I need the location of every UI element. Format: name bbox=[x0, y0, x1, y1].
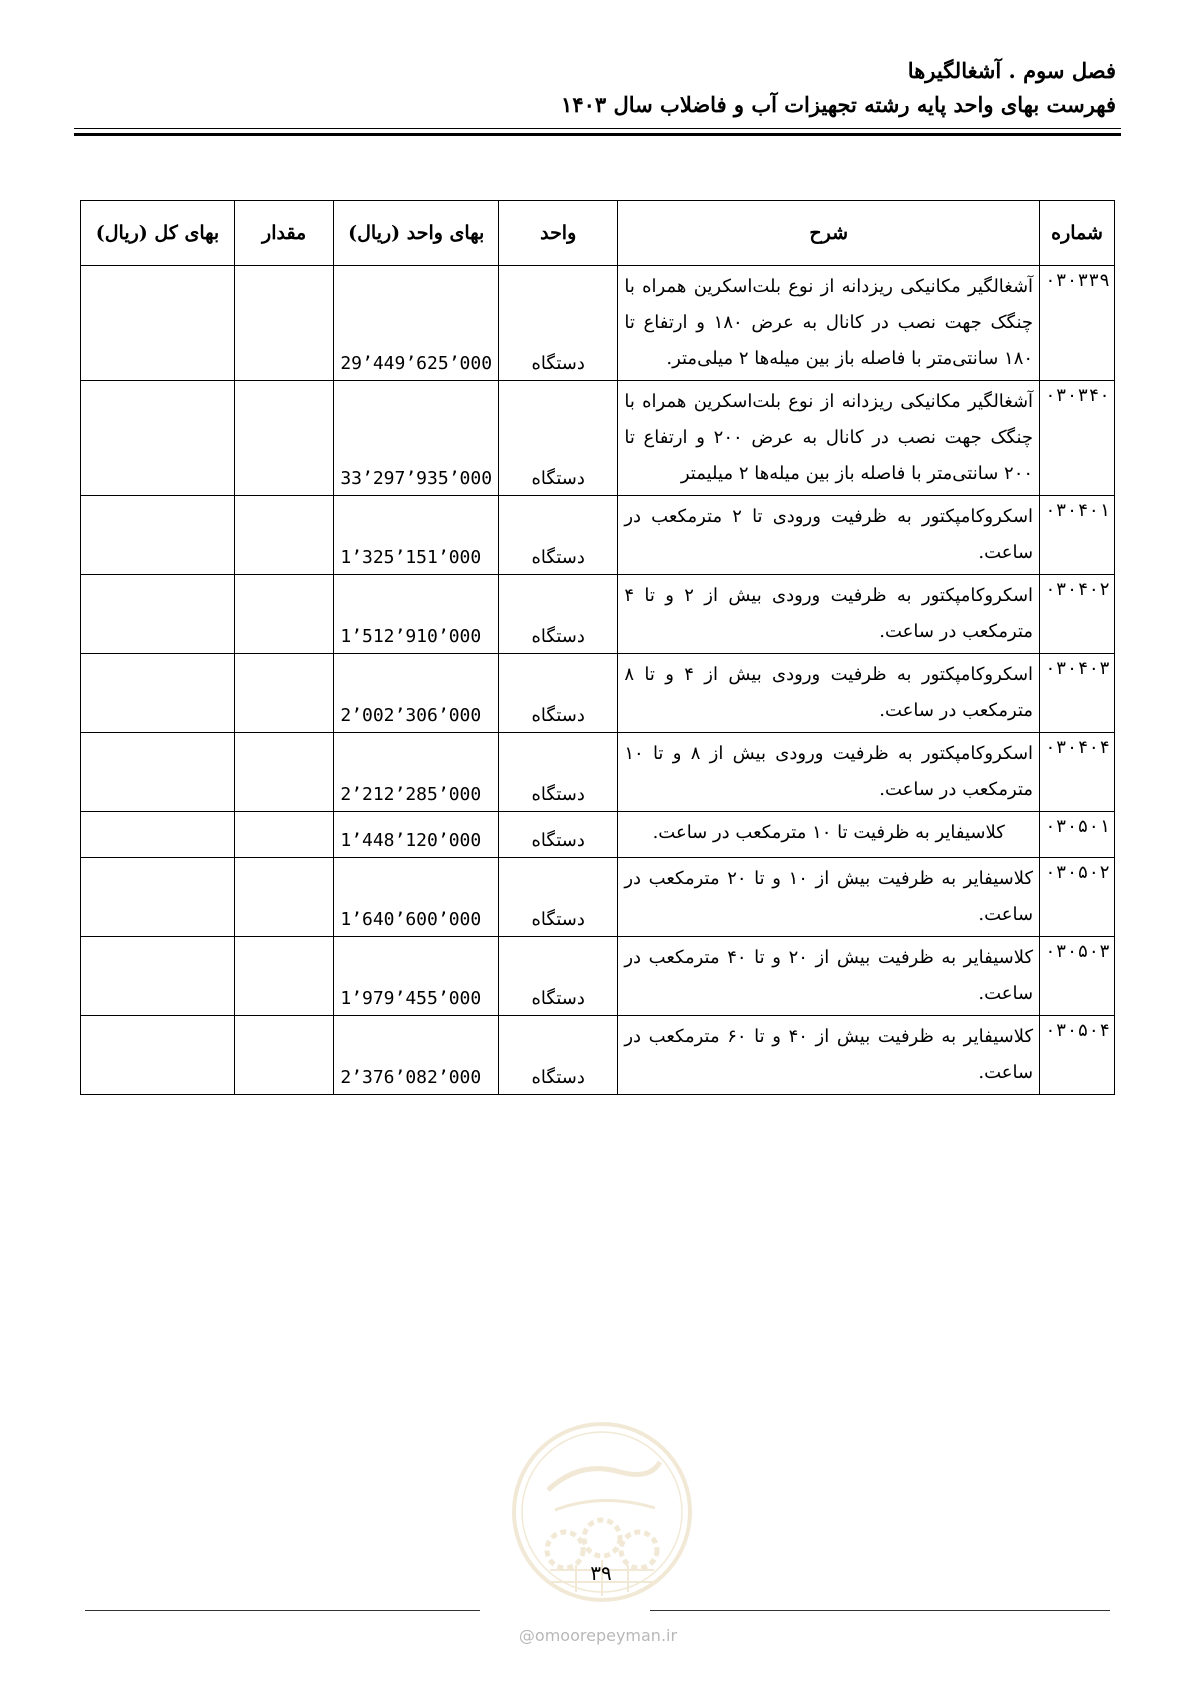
table-row bbox=[81, 812, 1115, 858]
item-description: کلاسیفایر به ظرفیت بیش از ۲۰ و تا ۴۰ مترمکعب در ساعت. bbox=[618, 937, 1040, 1016]
item-description: اسکروکامپکتور به ظرفیت ورودی تا ۲ مترمکعب در ساعت. bbox=[618, 496, 1040, 575]
item-total bbox=[81, 266, 235, 381]
table-row bbox=[81, 654, 1115, 733]
item-unit-price: 1’640’600’000 bbox=[334, 858, 499, 937]
website-watermark: @omoorepeyman.ir bbox=[518, 1626, 678, 1645]
item-total bbox=[81, 381, 235, 496]
item-quantity bbox=[234, 266, 333, 381]
item-unit: دستگاه bbox=[499, 381, 618, 496]
column-header-total-price: بهای کل (ریال) bbox=[81, 201, 235, 266]
item-unit-price: 33’297’935’000 bbox=[334, 381, 499, 496]
table-row bbox=[81, 733, 1115, 812]
item-total bbox=[81, 937, 235, 1016]
item-quantity bbox=[234, 496, 333, 575]
item-unit: دستگاه bbox=[499, 937, 618, 1016]
column-header-code: شماره bbox=[1040, 201, 1115, 266]
header-rule-thick bbox=[74, 133, 1121, 136]
item-unit-price: 2’212’285’000 bbox=[334, 733, 499, 812]
item-description: کلاسیفایر به ظرفیت بیش از ۱۰ و تا ۲۰ مترمکعب در ساعت. bbox=[618, 858, 1040, 937]
item-unit-price: 1’325’151’000 bbox=[334, 496, 499, 575]
item-quantity bbox=[234, 858, 333, 937]
item-description: اسکروکامپکتور به ظرفیت ورودی بیش از ۸ و تا ۱۰ مترمکعب در ساعت. bbox=[618, 733, 1040, 812]
item-quantity bbox=[234, 812, 333, 858]
table-row bbox=[81, 937, 1115, 1016]
item-code: ۰۳۰۴۰۱ bbox=[1040, 496, 1115, 575]
item-code: ۰۳۰۴۰۳ bbox=[1040, 654, 1115, 733]
table-row bbox=[81, 381, 1115, 496]
table-row bbox=[81, 575, 1115, 654]
item-code: ۰۳۰۵۰۳ bbox=[1040, 937, 1115, 1016]
item-unit-price: 2’002’306’000 bbox=[334, 654, 499, 733]
item-description: کلاسیفایر به ظرفیت تا ۱۰ مترمکعب در ساعت. bbox=[618, 812, 1040, 858]
page-number: ۳۹ bbox=[590, 1561, 612, 1585]
item-unit: دستگاه bbox=[499, 496, 618, 575]
document-subtitle: فهرست بهای واحد پایه رشته تجهیزات آب و فاضلاب سال ۱۴۰۳ bbox=[561, 92, 1116, 117]
item-total bbox=[81, 654, 235, 733]
page-header bbox=[561, 56, 1116, 120]
item-description: آشغالگیر مکانیکی ریزدانه از نوع بلت‌اسکرین همراه با چنگک جهت نصب در کانال به عرض ۲۰۰ و ارتفاع تا ۲۰۰ سانتی‌متر با فاصله باز بین میله‌ها ۲ میلیمتر bbox=[618, 381, 1040, 496]
table-row bbox=[81, 858, 1115, 937]
header-rule-thin bbox=[74, 128, 1121, 129]
item-description: اسکروکامپکتور به ظرفیت ورودی بیش از ۴ و تا ۸ مترمکعب در ساعت. bbox=[618, 654, 1040, 733]
item-code: ۰۳۰۳۳۹ bbox=[1040, 266, 1115, 381]
item-total bbox=[81, 858, 235, 937]
item-unit: دستگاه bbox=[499, 858, 618, 937]
footer-rule-left bbox=[85, 1610, 480, 1611]
item-unit-price: 1’512’910’000 bbox=[334, 575, 499, 654]
table-row bbox=[81, 1016, 1115, 1095]
chapter-title: فصل سوم . آشغالگیرها bbox=[907, 58, 1116, 83]
item-quantity bbox=[234, 937, 333, 1016]
item-code: ۰۳۰۴۰۴ bbox=[1040, 733, 1115, 812]
item-unit: دستگاه bbox=[499, 812, 618, 858]
item-unit: دستگاه bbox=[499, 733, 618, 812]
item-unit: دستگاه bbox=[499, 1016, 618, 1095]
item-unit-price: 2’376’082’000 bbox=[334, 1016, 499, 1095]
item-unit-price: 1’979’455’000 bbox=[334, 937, 499, 1016]
item-total bbox=[81, 812, 235, 858]
price-list-table bbox=[80, 200, 1115, 1095]
table-row bbox=[81, 266, 1115, 381]
item-unit: دستگاه bbox=[499, 575, 618, 654]
item-unit: دستگاه bbox=[499, 266, 618, 381]
column-header-description: شرح bbox=[618, 201, 1040, 266]
column-header-unit: واحد bbox=[499, 201, 618, 266]
item-quantity bbox=[234, 381, 333, 496]
column-header-quantity: مقدار bbox=[234, 201, 333, 266]
item-code: ۰۳۰۵۰۱ bbox=[1040, 812, 1115, 858]
item-total bbox=[81, 1016, 235, 1095]
table-row bbox=[81, 496, 1115, 575]
item-description: کلاسیفایر به ظرفیت بیش از ۴۰ و تا ۶۰ مترمکعب در ساعت. bbox=[618, 1016, 1040, 1095]
item-quantity bbox=[234, 575, 333, 654]
footer-rule-right bbox=[650, 1610, 1110, 1611]
item-quantity bbox=[234, 1016, 333, 1095]
item-code: ۰۳۰۳۴۰ bbox=[1040, 381, 1115, 496]
item-quantity bbox=[234, 733, 333, 812]
item-total bbox=[81, 733, 235, 812]
item-description: اسکروکامپکتور به ظرفیت ورودی بیش از ۲ و تا ۴ مترمکعب در ساعت. bbox=[618, 575, 1040, 654]
item-description: آشغالگیر مکانیکی ریزدانه از نوع بلت‌اسکرین همراه با چنگک جهت نصب در کانال به عرض ۱۸۰ و ارتفاع تا ۱۸۰ سانتی‌متر با فاصله باز بین میله‌ها ۲ میلی‌متر. bbox=[618, 266, 1040, 381]
column-header-unit-price: بهای واحد (ریال) bbox=[334, 201, 499, 266]
item-code: ۰۳۰۴۰۲ bbox=[1040, 575, 1115, 654]
item-quantity bbox=[234, 654, 333, 733]
item-code: ۰۳۰۵۰۴ bbox=[1040, 1016, 1115, 1095]
table-header-row bbox=[81, 201, 1115, 266]
item-unit: دستگاه bbox=[499, 654, 618, 733]
item-unit-price: 29’449’625’000 bbox=[334, 266, 499, 381]
item-total bbox=[81, 496, 235, 575]
item-code: ۰۳۰۵۰۲ bbox=[1040, 858, 1115, 937]
item-unit-price: 1’448’120’000 bbox=[334, 812, 499, 858]
item-total bbox=[81, 575, 235, 654]
